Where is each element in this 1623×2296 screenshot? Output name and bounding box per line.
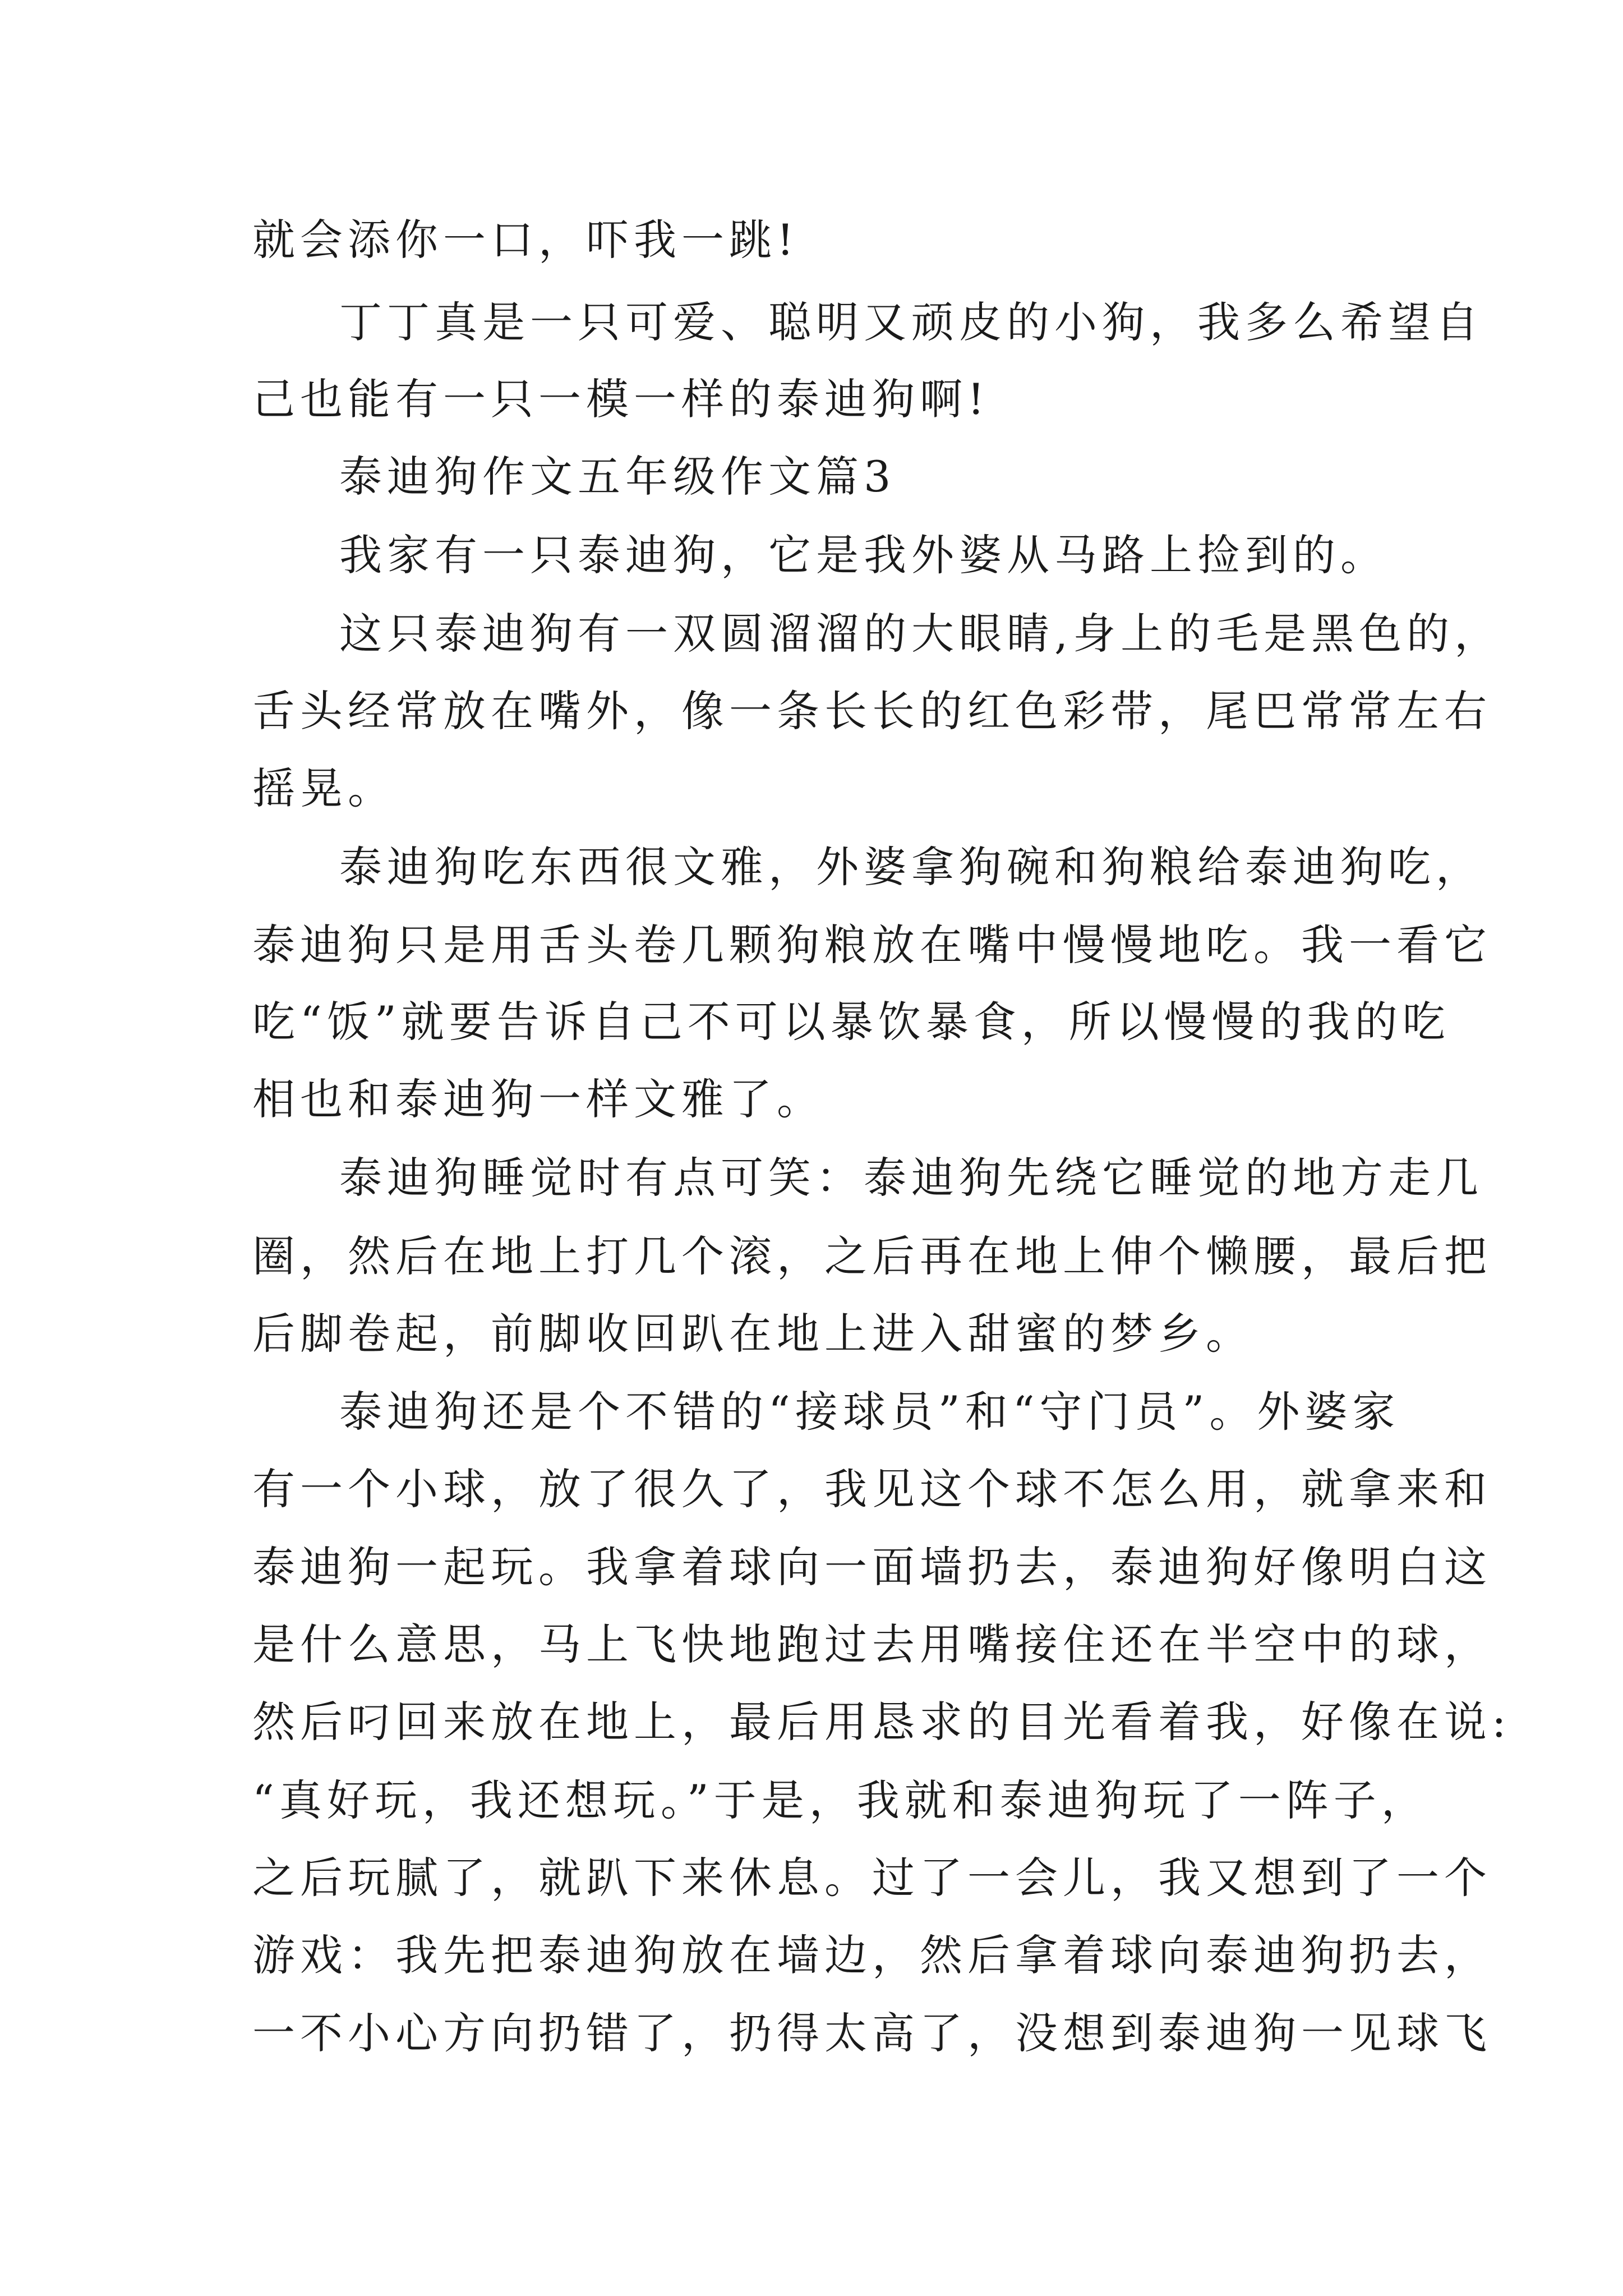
text-line: 泰迪狗睡觉时有点可笑：泰迪狗先绕它睡觉的地方走几 <box>339 1153 1483 1203</box>
text-line: 吃“饭”就要告诉自己不可以暴饮暴食，所以慢慢的我的吃 <box>252 997 1450 1047</box>
text-line: 然后叼回来放在地上，最后用恳求的目光看着我，好像在说: <box>252 1697 1511 1747</box>
text-line: 泰迪狗吃东西很文雅，外婆拿狗碗和狗粮给泰迪狗吃， <box>339 842 1483 892</box>
text-line: 泰迪狗只是用舌头卷几颗狗粮放在嘴中慢慢地吃。我一看它 <box>252 920 1492 970</box>
text-line: 就会添你一口，吓我一跳! <box>252 215 799 265</box>
text-line: 一不小心方向扔错了，扔得太高了，没想到泰迪狗一见球飞 <box>252 2008 1492 2058</box>
text-line: 有一个小球，放了很久了，我见这个球不怎么用，就拿来和 <box>252 1464 1492 1514</box>
text-line: 舌头经常放在嘴外，像一条长长的红色彩带，尾巴常常左右 <box>252 686 1492 736</box>
section-heading: 泰迪狗作文五年级作文篇3 <box>339 452 896 501</box>
text-line: 游戏：我先把泰迪狗放在墙边，然后拿着球向泰迪狗扔去， <box>252 1930 1492 1980</box>
text-line: 丁丁真是一只可爱、聪明又顽皮的小狗，我多么希望自 <box>339 297 1483 347</box>
text-line: 摇晃。 <box>252 763 395 813</box>
text-line: 泰迪狗还是个不错的“接球员”和“守门员”。外婆家 <box>339 1387 1400 1437</box>
text-line: 相也和泰迪狗一样文雅了。 <box>252 1074 824 1124</box>
text-line: 这只泰迪狗有一双圆溜溜的大眼睛,身上的毛是黑色的， <box>339 609 1502 659</box>
text-line: 己也能有一只一模一样的泰迪狗啊! <box>252 374 990 424</box>
text-line: 圈，然后在地上打几个滚，之后再在地上伸个懒腰，最后把 <box>252 1231 1492 1281</box>
text-line: 后脚卷起，前脚收回趴在地上进入甜蜜的梦乡。 <box>252 1309 1253 1359</box>
text-line: 之后玩腻了，就趴下来休息。过了一会儿，我又想到了一个 <box>252 1853 1492 1903</box>
text-line: “真好玩，我还想玩。”于是，我就和泰迪狗玩了一阵子， <box>252 1775 1429 1825</box>
text-line: 我家有一只泰迪狗，它是我外婆从马路上捡到的。 <box>339 530 1388 580</box>
text-line: 是什么意思，马上飞快地跑过去用嘴接住还在半空中的球， <box>252 1619 1492 1669</box>
text-line: 泰迪狗一起玩。我拿着球向一面墙扔去，泰迪狗好像明白这 <box>252 1542 1492 1592</box>
